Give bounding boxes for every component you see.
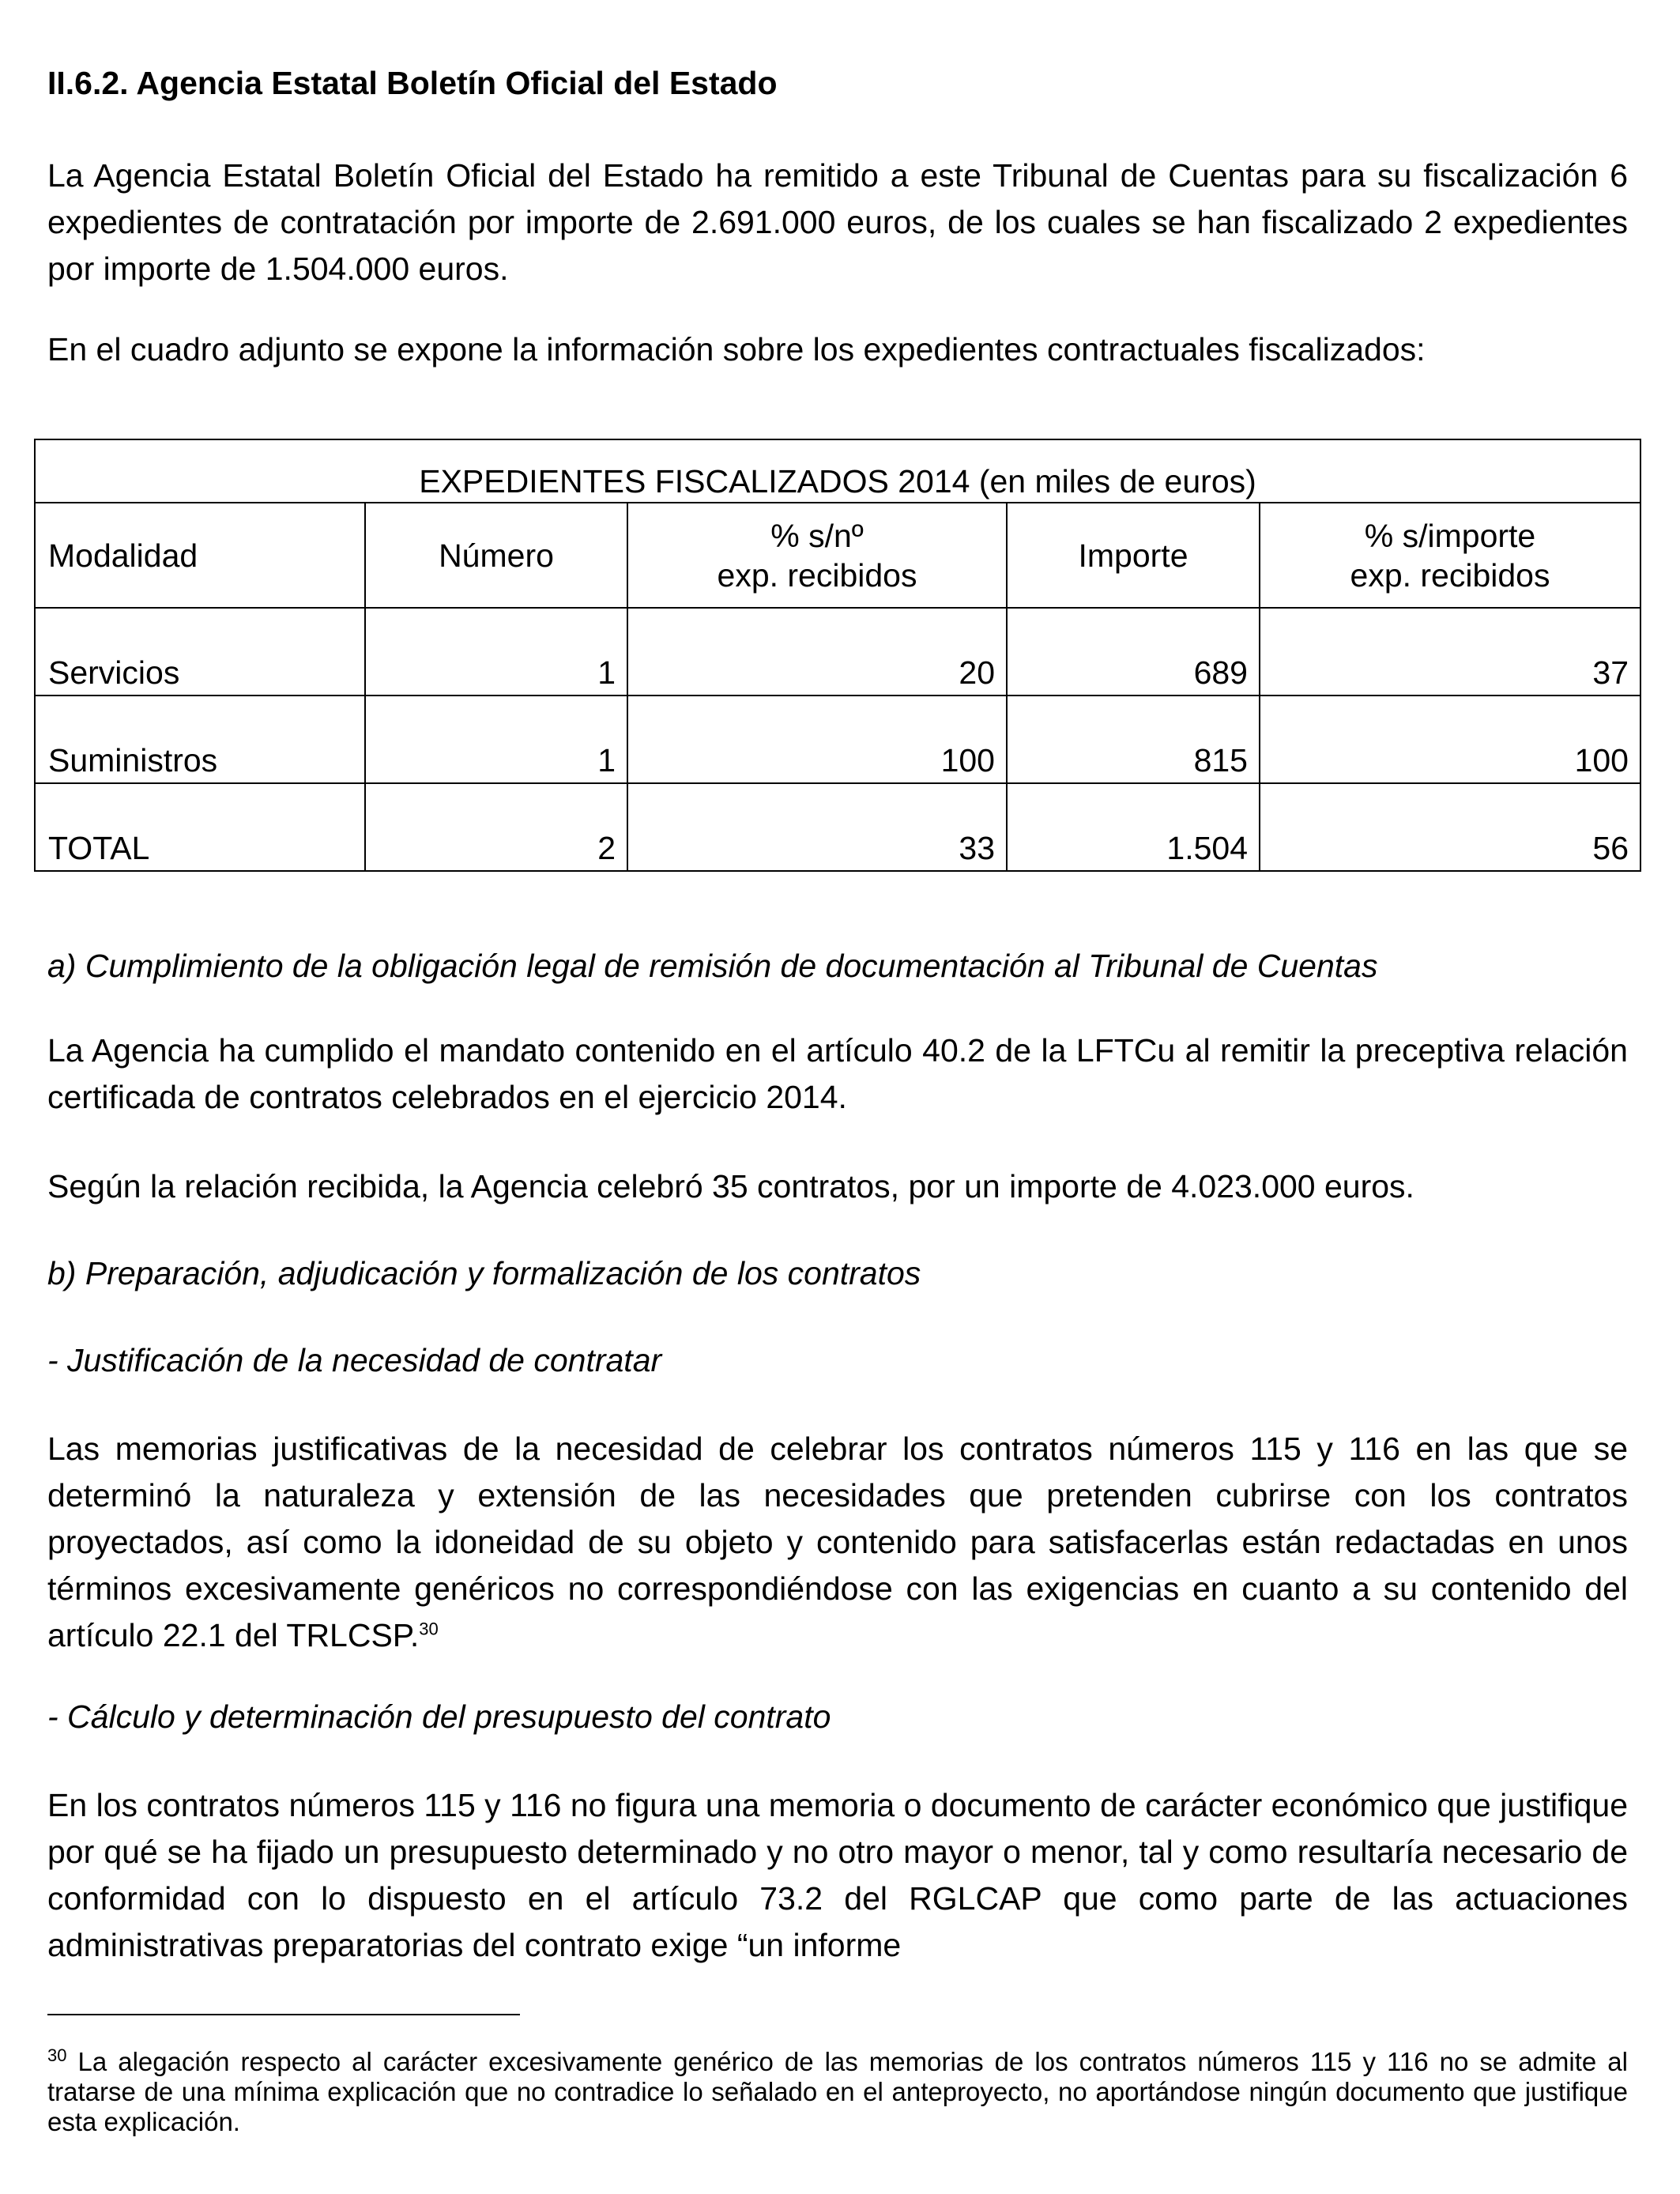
paragraph-presupuesto: En los contratos números 115 y 116 no figura una memoria o documento de carácter económico que justifique por qué se ha fijado un presupuesto determinado y no otro mayor o menor, tal y como resultaría necesario de conformidad con lo dispuesto en el artículo 73.2 del RGLCAP que como parte de las actuaciones administrativas preparatorias del contrato exige “un informe xyxy=(47,1787,1628,1963)
section-a-heading: a) Cumplimiento de la obligación legal de remisión de documentación al Tribunal de Cuentas xyxy=(47,948,1378,984)
table-title-row xyxy=(35,439,1640,503)
paragraph-memorias-text: Las memorias justificativas de la necesidad de celebrar los contratos números 115 y 116 en las que se determinó la naturaleza y extensión de las necesidades que pretenden cubrirse con los contratos proyectados, así como la idoneidad de su objeto y contenido para satisfacerlas están redactadas en unos términos excesivamente genéricos no correspondiéndose con las exigencias en cuanto a su contenido del artículo 22.1 del TRLCSP. xyxy=(47,1431,1628,1653)
section-b-heading: b) Preparación, adjudicación y formalización de los contratos xyxy=(47,1255,921,1291)
paragraph-intro: La Agencia Estatal Boletín Oficial del Estado ha remitido a este Tribunal de Cuentas para su fiscalización 6 expedientes de contratación por importe de 2.691.000 euros, de los cuales se han fiscalizado 2 expedientes por importe de 1.504.000 euros. xyxy=(47,157,1628,287)
cell-numero: 1 xyxy=(365,696,627,783)
cell-modalidad: TOTAL xyxy=(35,783,365,871)
cell-pct-numero: 100 xyxy=(627,696,1007,783)
expedientes-table xyxy=(34,439,1641,872)
cell-numero: 1 xyxy=(365,608,627,696)
header-numero: Número xyxy=(365,503,627,608)
cell-numero: 2 xyxy=(365,783,627,871)
section-heading: II.6.2. Agencia Estatal Boletín Oficial del Estado xyxy=(47,65,778,101)
subsection-calculo: - Cálculo y determinación del presupuesto del contrato xyxy=(47,1698,831,1735)
header-pct-importe-line2: exp. recibidos xyxy=(1350,556,1550,594)
table-row-total xyxy=(35,783,1640,871)
cell-pct-importe: 56 xyxy=(1260,783,1640,871)
cell-pct-numero: 33 xyxy=(627,783,1007,871)
header-pct-importe-line1: % s/importe xyxy=(1364,517,1536,554)
footnote-reference: 30 xyxy=(419,1619,439,1639)
paragraph-mandato: La Agencia ha cumplido el mandato contenido en el artículo 40.2 de la LFTCu al remitir la preceptiva relación certificada de contratos celebrados en el ejercicio 2014. xyxy=(47,1032,1628,1115)
footnote-number: 30 xyxy=(47,2045,67,2065)
cell-importe: 689 xyxy=(1007,608,1260,696)
cell-importe: 815 xyxy=(1007,696,1260,783)
header-pct-importe xyxy=(1260,503,1640,608)
header-pct-numero-line1: % s/nº xyxy=(770,517,864,554)
footnote-text: La alegación respecto al carácter excesivamente genérico de las memorias de los contratos números 115 y 116 no se admite al tratarse de una mínima explicación que no contradice lo señalado en el anteproyecto, no aportándose ningún documento que justifique esta explicación. xyxy=(47,2047,1628,2136)
table-title: EXPEDIENTES FISCALIZADOS 2014 (en miles de euros) xyxy=(35,439,1640,503)
table-header-row xyxy=(35,503,1640,608)
subsection-justificacion: - Justificación de la necesidad de contratar xyxy=(47,1342,662,1378)
table-row xyxy=(35,696,1640,783)
paragraph-table-intro: En el cuadro adjunto se expone la información sobre los expedientes contractuales fiscalizados: xyxy=(47,331,1426,368)
table-row xyxy=(35,608,1640,696)
paragraph-memorias xyxy=(47,1426,1628,1659)
cell-pct-numero: 20 xyxy=(627,608,1007,696)
footnote xyxy=(47,2047,1628,2137)
cell-modalidad: Servicios xyxy=(35,608,365,696)
footnote-divider xyxy=(47,2014,520,2015)
cell-pct-importe: 37 xyxy=(1260,608,1640,696)
header-pct-numero xyxy=(627,503,1007,608)
header-modalidad: Modalidad xyxy=(35,503,365,608)
paragraph-relacion: Según la relación recibida, la Agencia celebró 35 contratos, por un importe de 4.023.000 euros. xyxy=(47,1168,1414,1204)
header-pct-numero-line2: exp. recibidos xyxy=(717,556,917,594)
cell-importe: 1.504 xyxy=(1007,783,1260,871)
header-importe: Importe xyxy=(1007,503,1260,608)
cell-pct-importe: 100 xyxy=(1260,696,1640,783)
cell-modalidad: Suministros xyxy=(35,696,365,783)
